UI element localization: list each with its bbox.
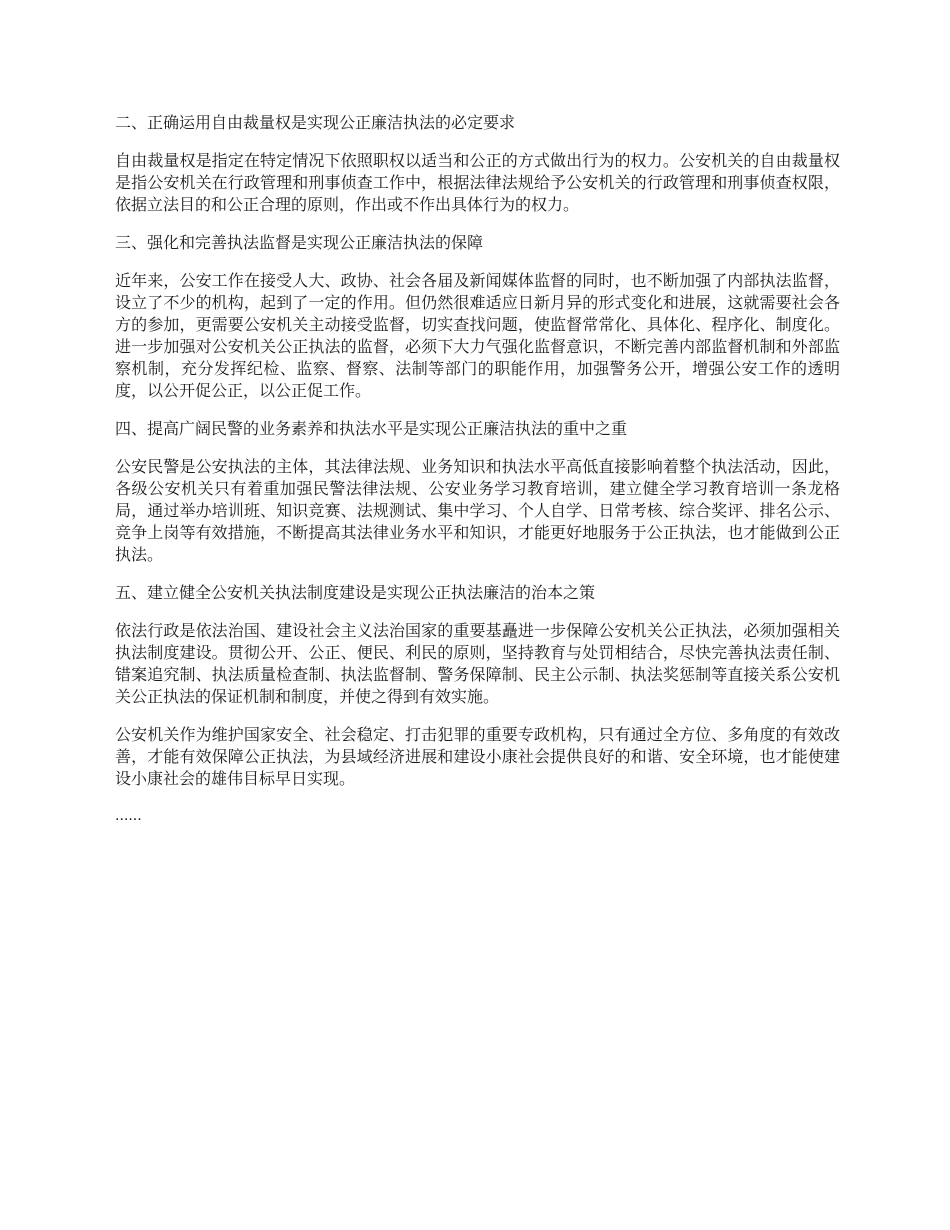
section-heading: 五、建立健全公安机关执法制度建设是实现公正执法廉洁的治本之策 (115, 583, 596, 602)
section-heading: 四、提高广阔民警的业务素养和执法水平是实现公正廉洁执法的重中之重 (115, 419, 628, 438)
section-3 (115, 232, 840, 402)
document-page (115, 112, 840, 826)
paragraph: 自由裁量权是指定在特定情况下依照职权以适当和公正的方式做出行为的权力。公安机关的自由裁量权是指公安机关在行政管理和刑事侦查工作中，根据法律法规给予公安机关的行政管理和刑事侦查权限，依据立法目的和公正合理的原则，作出或不作出具体行为的权力。 (115, 151, 840, 214)
section-5 (115, 582, 840, 790)
section-2 (115, 112, 840, 216)
paragraph: 公安民警是公安执法的主体，其法律法规、业务知识和执法水平高低直接影响着整个执法活动，因此，各级公安机关只有着重加强民警法律法规、公安业务学习教育培训，建立健全学习教育培训一条龙格局，通过举办培训班、知识竞赛、法规测试、集中学习、个人自学、日常考核、综合奖评、排名公示、竞争上岗等有效措施，不断提高其法律业务水平和知识，才能更好地服务于公正执法，也才能做到公正执法。 (115, 457, 840, 564)
paragraph: 公安机关作为维护国家安全、社会稳定、打击犯罪的重要专政机构，只有通过全方位、多角度的有效改善，才能有效保障公正执法，为县域经济进展和建设小康社会提供良好的和谐、安全环境，也才能使建设小康社会的雄伟目标早日实现。 (115, 725, 840, 788)
paragraph: 依法行政是依法治国、建设社会主义法治国家的重要基矗进一步保障公安机关公正执法，必须加强相关执法制度建设。贯彻公开、公正、便民、利民的原则，坚持教育与处罚相结合，尽快完善执法责任制、错案追究制、执法质量检查制、执法监督制、警务保障制、民主公示制、执法奖惩制等直接关系公安机关公正执法的保证机制和制度，并使之得到有效实施。 (115, 621, 840, 706)
continuation-ellipsis: ...... (115, 808, 142, 824)
section-4 (115, 418, 840, 566)
section-heading: 三、强化和完善执法监督是实现公正廉洁执法的保障 (115, 233, 484, 252)
paragraph: 近年来，公安工作在接受人大、政协、社会各届及新闻媒体监督的同时，也不断加强了内部执法监督，设立了不少的机构，起到了一定的作用。但仍然很难适应日新月异的形式变化和进展，这就需要社会各方的参加，更需要公安机关主动接受监督，切实查找问题，使监督常常化、具体化、程序化、制度化。进一步加强对公安机关公正执法的监督，必须下大力气强化监督意识，不断完善内部监督机制和外部监察机制，充分发挥纪检、监察、督察、法制等部门的职能作用，加强警务公开，增强公安工作的透明度，以公开促公正，以公正促工作。 (115, 271, 840, 400)
section-heading: 二、正确运用自由裁量权是实现公正廉洁执法的必定要求 (115, 113, 516, 132)
